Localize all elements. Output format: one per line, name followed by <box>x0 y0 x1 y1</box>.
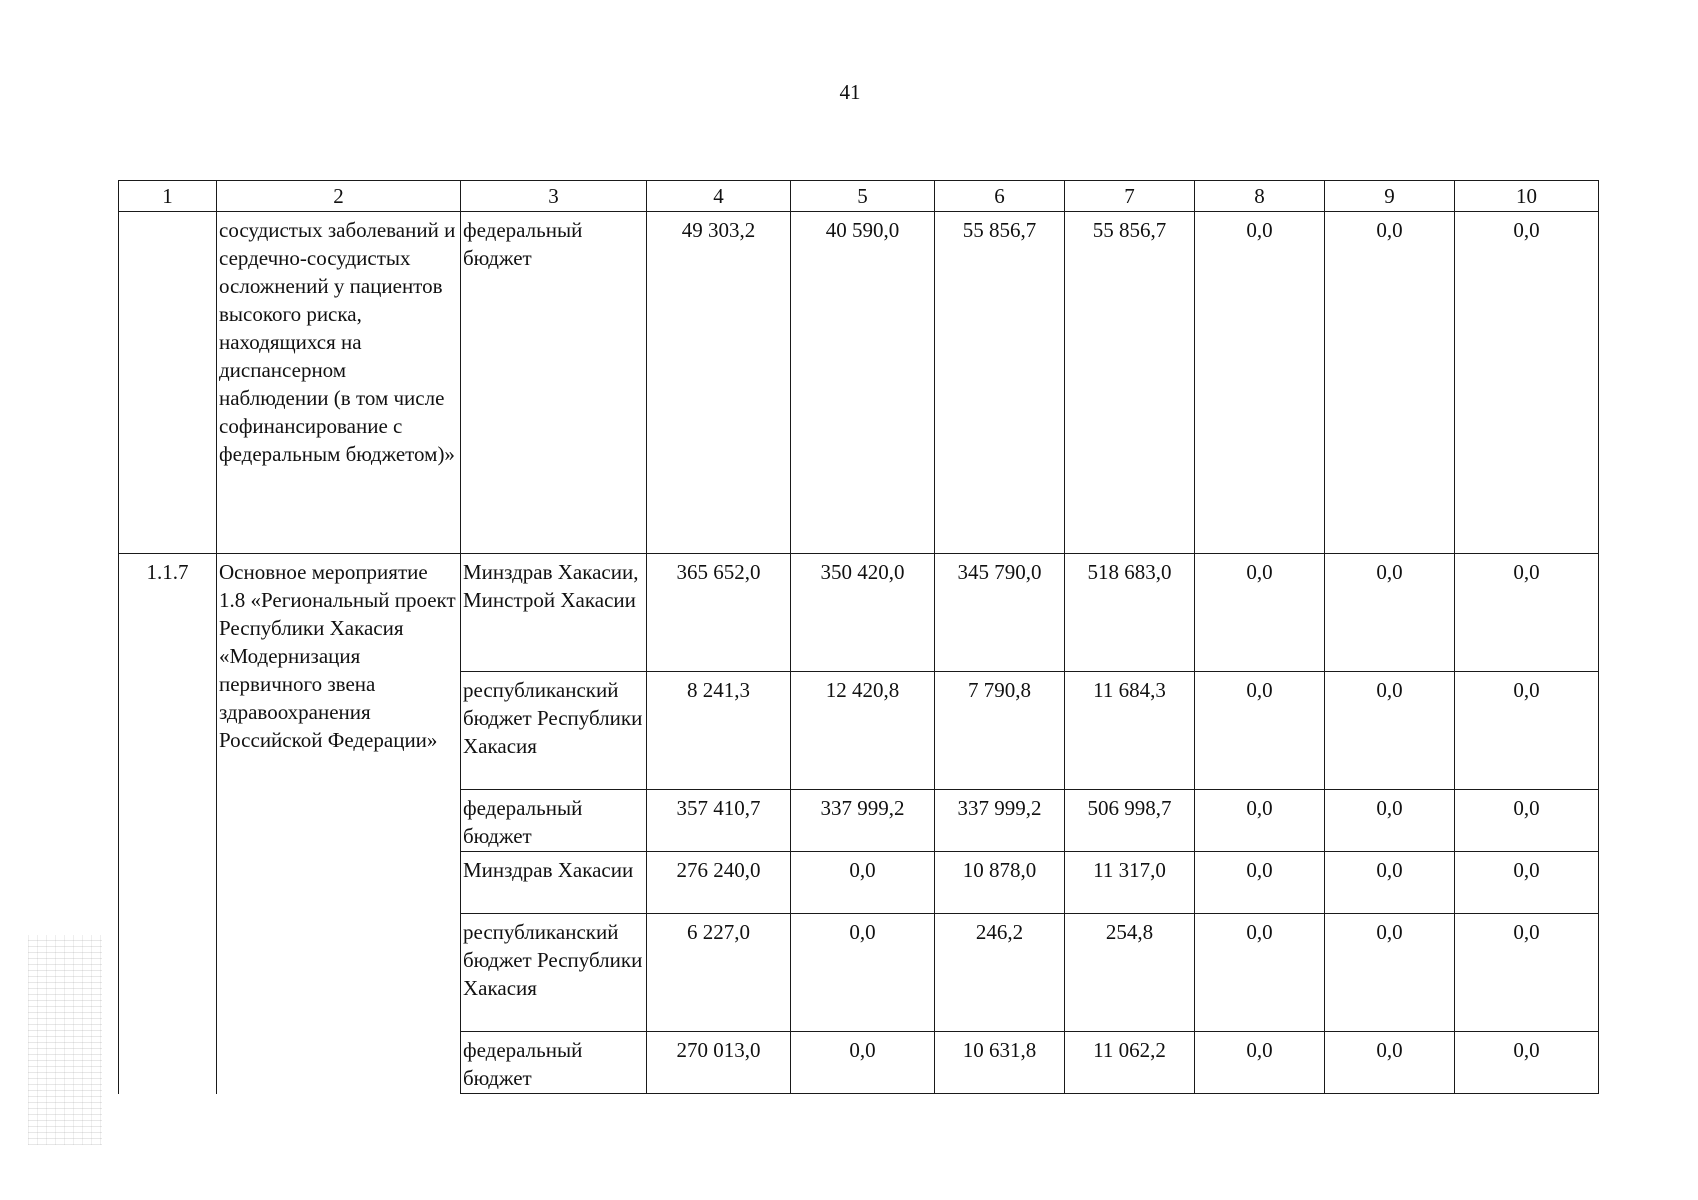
value-cell: 0,0 <box>1455 914 1599 1032</box>
value-cell: 0,0 <box>1195 212 1325 554</box>
table-row <box>119 212 1599 554</box>
funding-source: Минздрав Хакасии <box>461 852 647 914</box>
value-cell: 10 631,8 <box>935 1032 1065 1094</box>
value-cell: 12 420,8 <box>791 672 935 790</box>
value-cell: 0,0 <box>1195 554 1325 672</box>
value-cell: 55 856,7 <box>1065 212 1195 554</box>
column-header: 2 <box>217 181 461 212</box>
value-cell: 0,0 <box>1325 790 1455 852</box>
column-header: 3 <box>461 181 647 212</box>
value-cell: 40 590,0 <box>791 212 935 554</box>
value-cell: 0,0 <box>791 852 935 914</box>
value-cell: 0,0 <box>1455 672 1599 790</box>
column-header: 7 <box>1065 181 1195 212</box>
value-cell: 0,0 <box>1455 790 1599 852</box>
value-cell: 506 998,7 <box>1065 790 1195 852</box>
value-cell: 276 240,0 <box>647 852 791 914</box>
value-cell: 0,0 <box>1325 554 1455 672</box>
column-header: 10 <box>1455 181 1599 212</box>
value-cell: 8 241,3 <box>647 672 791 790</box>
funding-source: Минздрав Хакасии, Минстрой Хакасии <box>461 554 647 672</box>
row-number-cell <box>119 212 217 554</box>
value-cell: 0,0 <box>1325 212 1455 554</box>
value-cell: 0,0 <box>1195 914 1325 1032</box>
value-cell: 254,8 <box>1065 914 1195 1032</box>
value-cell: 337 999,2 <box>935 790 1065 852</box>
value-cell: 0,0 <box>1195 672 1325 790</box>
value-cell: 518 683,0 <box>1065 554 1195 672</box>
value-cell: 0,0 <box>1325 852 1455 914</box>
value-cell: 0,0 <box>1455 212 1599 554</box>
value-cell: 49 303,2 <box>647 212 791 554</box>
column-header: 4 <box>647 181 791 212</box>
column-number-row <box>119 181 1599 212</box>
scan-stamp-mark <box>28 935 102 1145</box>
value-cell: 0,0 <box>1195 1032 1325 1094</box>
funding-source: республиканский бюджет Республики Хакасия <box>461 672 647 790</box>
value-cell: 0,0 <box>1325 914 1455 1032</box>
value-cell: 11 317,0 <box>1065 852 1195 914</box>
value-cell: 0,0 <box>1195 790 1325 852</box>
column-header: 5 <box>791 181 935 212</box>
value-cell: 0,0 <box>1455 1032 1599 1094</box>
value-cell: 350 420,0 <box>791 554 935 672</box>
value-cell: 345 790,0 <box>935 554 1065 672</box>
column-header: 6 <box>935 181 1065 212</box>
column-header: 8 <box>1195 181 1325 212</box>
funding-source: федеральный бюджет <box>461 1032 647 1094</box>
value-cell: 10 878,0 <box>935 852 1065 914</box>
value-cell: 55 856,7 <box>935 212 1065 554</box>
funding-source: федеральный бюджет <box>461 790 647 852</box>
value-cell: 0,0 <box>791 914 935 1032</box>
budget-table <box>118 180 1599 1094</box>
value-cell: 0,0 <box>1195 852 1325 914</box>
activity-description: сосудистых заболеваний и сердечно-сосудистых осложнений у пациентов высокого риска, находящихся на диспансерном наблюдении (в том числе софинансирование с федеральным бюджетом)» <box>217 212 461 554</box>
value-cell: 365 652,0 <box>647 554 791 672</box>
table-row <box>119 554 1599 672</box>
column-header: 9 <box>1325 181 1455 212</box>
value-cell: 11 062,2 <box>1065 1032 1195 1094</box>
value-cell: 0,0 <box>1325 672 1455 790</box>
value-cell: 6 227,0 <box>647 914 791 1032</box>
value-cell: 7 790,8 <box>935 672 1065 790</box>
row-number: 1.1.7 <box>119 554 217 1094</box>
value-cell: 0,0 <box>1455 554 1599 672</box>
value-cell: 270 013,0 <box>647 1032 791 1094</box>
funding-source: федеральный бюджет <box>461 212 647 554</box>
page-number: 41 <box>839 80 861 104</box>
activity-description: Основное мероприятие 1.8 «Региональный проект Республики Хакасия «Модернизация первичного звена здравоохранения Российской Федерации» <box>217 554 461 1094</box>
column-header: 1 <box>119 181 217 212</box>
funding-source: республиканский бюджет Республики Хакасия <box>461 914 647 1032</box>
value-cell: 0,0 <box>1455 852 1599 914</box>
value-cell: 11 684,3 <box>1065 672 1195 790</box>
value-cell: 0,0 <box>791 1032 935 1094</box>
value-cell: 337 999,2 <box>791 790 935 852</box>
value-cell: 0,0 <box>1325 1032 1455 1094</box>
value-cell: 246,2 <box>935 914 1065 1032</box>
value-cell: 357 410,7 <box>647 790 791 852</box>
